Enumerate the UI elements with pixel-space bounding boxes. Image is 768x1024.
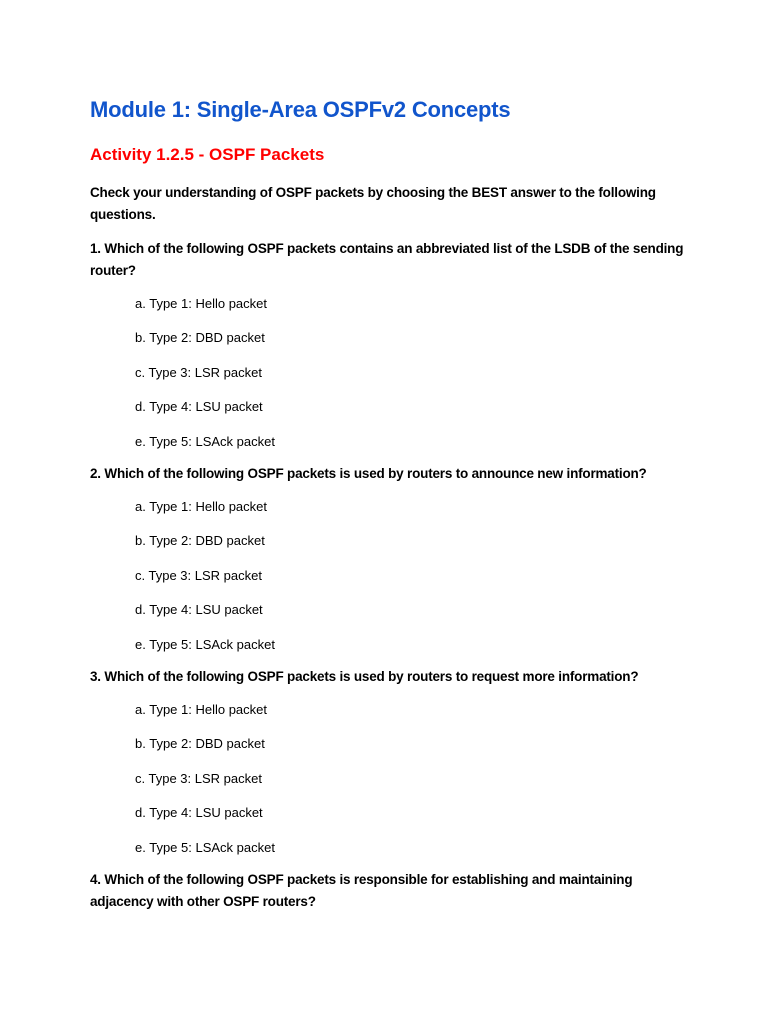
intro-text: Check your understanding of OSPF packets by choosing the BEST answer to the following questions. xyxy=(90,185,656,222)
module-title: Module 1: Single-Area OSPFv2 Concepts xyxy=(90,97,511,122)
option-c: c. Type 3: LSR packet xyxy=(135,770,262,786)
option-b: b. Type 2: DBD packet xyxy=(135,330,265,346)
option-e: e. Type 5: LSAck packet xyxy=(135,636,275,652)
option-d: d. Type 4: LSU packet xyxy=(135,399,263,415)
question-text: 1. Which of the following OSPF packets contains an abbreviated list of the LSDB of the sending router? xyxy=(90,241,684,278)
option-a: a. Type 1: Hello packet xyxy=(135,701,268,717)
question-2 xyxy=(90,463,684,654)
option-e: e. Type 5: LSAck packet xyxy=(135,839,275,855)
option-c: c. Type 3: LSR packet xyxy=(135,364,262,380)
option-e: e. Type 5: LSAck packet xyxy=(135,433,275,449)
option-list xyxy=(90,701,684,857)
option-b: b. Type 2: DBD packet xyxy=(135,736,265,752)
option-a: a. Type 1: Hello packet xyxy=(135,295,268,311)
option-d: d. Type 4: LSU packet xyxy=(135,805,263,821)
question-text: 4. Which of the following OSPF packets is responsible for establishing and maintaining adjacency with other OSPF routers? xyxy=(90,871,633,909)
option-list xyxy=(90,498,684,654)
question-4 xyxy=(90,869,684,913)
question-3 xyxy=(90,666,684,857)
question-text: 3. Which of the following OSPF packets is used by routers to request more information? xyxy=(90,668,639,684)
option-d: d. Type 4: LSU packet xyxy=(135,602,263,618)
question-1 xyxy=(90,238,684,451)
option-a: a. Type 1: Hello packet xyxy=(135,498,268,514)
option-c: c. Type 3: LSR packet xyxy=(135,567,262,583)
option-b: b. Type 2: DBD packet xyxy=(135,533,265,549)
question-text: 2. Which of the following OSPF packets is used by routers to announce new information? xyxy=(90,465,647,481)
option-list xyxy=(90,295,684,451)
activity-title: Activity 1.2.5 - OSPF Packets xyxy=(90,145,325,164)
